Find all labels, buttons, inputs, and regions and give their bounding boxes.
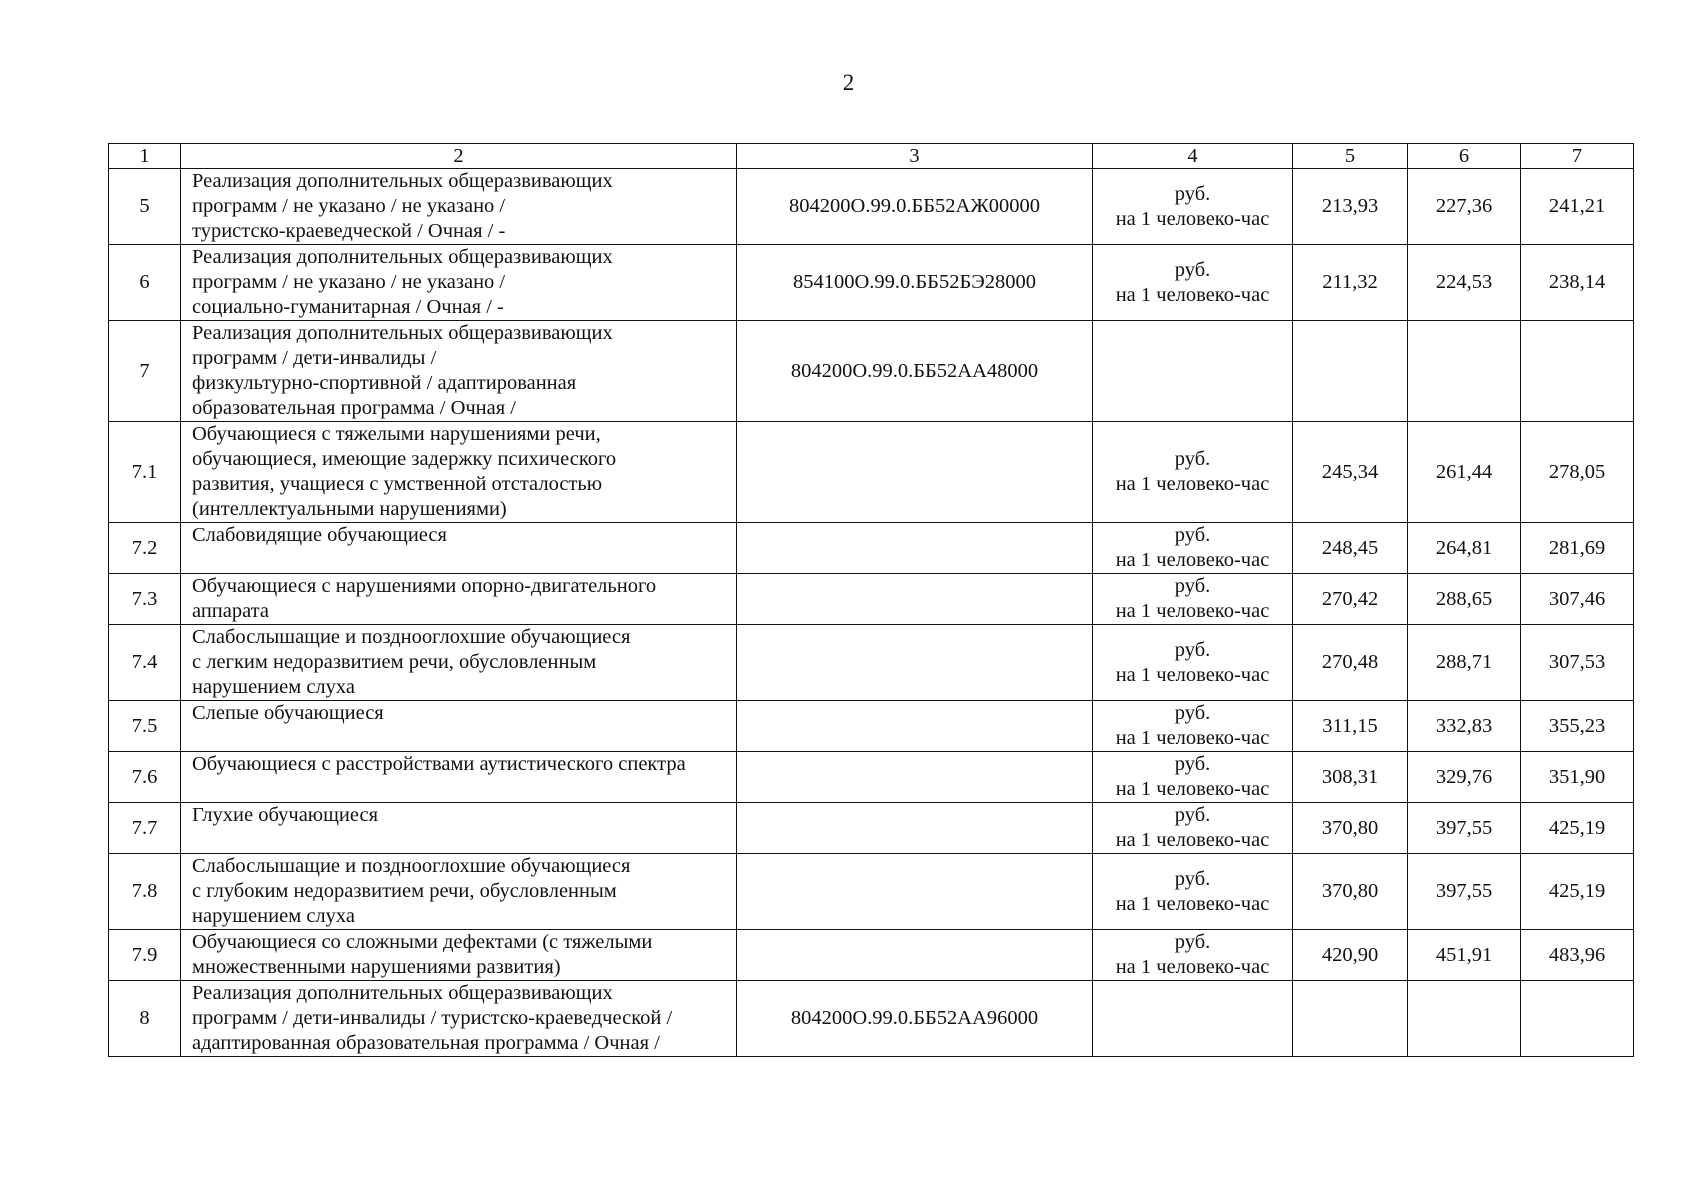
- description-cell: [181, 930, 737, 981]
- header-cell: 7: [1521, 144, 1634, 169]
- table-row: [109, 574, 1634, 625]
- header-cell: 6: [1408, 144, 1521, 169]
- registry-code-cell: [737, 930, 1093, 981]
- unit-cell: [1093, 625, 1293, 701]
- value-cell-col5: 245,34: [1293, 422, 1408, 523]
- unit-cell: [1093, 169, 1293, 245]
- description-line: Слабовидящие обучающиеся: [192, 524, 447, 546]
- unit-cell: [1093, 930, 1293, 981]
- registry-code-cell: [737, 803, 1093, 854]
- unit-line: руб.: [1174, 575, 1211, 597]
- description-line: Глухие обучающиеся: [192, 804, 379, 826]
- value-cell-col6: 224,53: [1408, 245, 1521, 321]
- registry-code-cell: 854100О.99.0.ББ52БЭ28000: [737, 245, 1093, 321]
- description-line: развития, учащиеся с умственной отсталостью: [192, 473, 603, 495]
- description-line: физкультурно-спортивной / адаптированная: [192, 372, 577, 394]
- tariff-table: [108, 143, 1634, 1057]
- unit-line: руб.: [1174, 182, 1211, 205]
- description-cell: [181, 523, 737, 574]
- description-line: социально-гуманитарная / Очная / -: [192, 296, 504, 318]
- header-cell: 1: [109, 144, 181, 169]
- unit-cell: [1093, 701, 1293, 752]
- unit-line: на 1 человеко-час: [1115, 727, 1270, 749]
- description-line: множественными нарушениями развития): [192, 956, 561, 978]
- unit-line: на 1 человеко-час: [1115, 892, 1270, 915]
- description-line: Обучающиеся с расстройствами аутистического спектра: [192, 753, 686, 775]
- unit-line: на 1 человеко-час: [1115, 600, 1270, 622]
- row-number-cell: 7.8: [109, 854, 181, 930]
- value-cell-col7: 425,19: [1521, 854, 1634, 930]
- row-number-cell: 7.5: [109, 701, 181, 752]
- table-row: [109, 625, 1634, 701]
- description-line: Реализация дополнительных общеразвивающих: [192, 322, 613, 344]
- description-line: Обучающиеся с нарушениями опорно-двигательного: [192, 575, 657, 597]
- unit-line: на 1 человеко-час: [1115, 778, 1270, 800]
- unit-line: на 1 человеко-час: [1115, 956, 1270, 978]
- unit-line: руб.: [1174, 258, 1211, 281]
- value-cell-col7: 355,23: [1521, 701, 1634, 752]
- row-number-cell: 6: [109, 245, 181, 321]
- unit-line: руб.: [1174, 524, 1211, 546]
- description-cell: [181, 701, 737, 752]
- value-cell-col5: [1293, 321, 1408, 422]
- description-line: Обучающиеся со сложными дефектами (с тяжелыми: [192, 931, 653, 953]
- table-row: [109, 169, 1634, 245]
- unit-cell: [1093, 321, 1293, 422]
- description-line: Слепые обучающиеся: [192, 702, 384, 724]
- description-line: туристско-краеведческой / Очная / -: [192, 220, 506, 242]
- description-cell: [181, 245, 737, 321]
- value-cell-col7: 278,05: [1521, 422, 1634, 523]
- row-number-cell: 7.1: [109, 422, 181, 523]
- description-cell: [181, 981, 737, 1057]
- description-line: обучающиеся, имеющие задержку психического: [192, 448, 617, 470]
- table-row: [109, 321, 1634, 422]
- unit-line: руб.: [1174, 931, 1211, 953]
- value-cell-col7: 241,21: [1521, 169, 1634, 245]
- value-cell-col6: 264,81: [1408, 523, 1521, 574]
- value-cell-col6: 397,55: [1408, 803, 1521, 854]
- value-cell-col6: [1408, 981, 1521, 1057]
- value-cell-col5: 211,32: [1293, 245, 1408, 321]
- value-cell-col6: 288,65: [1408, 574, 1521, 625]
- value-cell-col6: 451,91: [1408, 930, 1521, 981]
- header-cell: 3: [737, 144, 1093, 169]
- table-row: [109, 245, 1634, 321]
- registry-code-cell: [737, 854, 1093, 930]
- registry-code-cell: [737, 625, 1093, 701]
- table-row: [109, 803, 1634, 854]
- description-line: Слабослышащие и позднооглохшие обучающиеся: [192, 855, 631, 877]
- registry-code-cell: 804200О.99.0.ББ52АА48000: [737, 321, 1093, 422]
- description-cell: [181, 574, 737, 625]
- unit-line: руб.: [1174, 867, 1211, 890]
- value-cell-col6: 332,83: [1408, 701, 1521, 752]
- value-cell-col5: 308,31: [1293, 752, 1408, 803]
- registry-code-cell: [737, 422, 1093, 523]
- description-line: Реализация дополнительных общеразвивающих: [192, 170, 613, 192]
- value-cell-col7: 483,96: [1521, 930, 1634, 981]
- row-number-cell: 8: [109, 981, 181, 1057]
- value-cell-col7: 351,90: [1521, 752, 1634, 803]
- value-cell-col6: 227,36: [1408, 169, 1521, 245]
- page-number: 2: [842, 70, 855, 95]
- unit-cell: [1093, 574, 1293, 625]
- registry-code-cell: 804200О.99.0.ББ52АА96000: [737, 981, 1093, 1057]
- value-cell-col6: 397,55: [1408, 854, 1521, 930]
- table-body: [109, 144, 1634, 1057]
- table-row: [109, 701, 1634, 752]
- description-cell: [181, 752, 737, 803]
- value-cell-col5: 213,93: [1293, 169, 1408, 245]
- value-cell-col6: 329,76: [1408, 752, 1521, 803]
- unit-cell: [1093, 245, 1293, 321]
- unit-cell: [1093, 752, 1293, 803]
- description-cell: [181, 625, 737, 701]
- value-cell-col6: 261,44: [1408, 422, 1521, 523]
- description-line: программ / дети-инвалиды /: [192, 347, 437, 369]
- table-row: [109, 523, 1634, 574]
- description-line: Реализация дополнительных общеразвивающих: [192, 982, 613, 1004]
- description-line: с глубоким недоразвитием речи, обусловленным: [192, 880, 617, 902]
- header-cell: 2: [181, 144, 737, 169]
- row-number-cell: 7.7: [109, 803, 181, 854]
- unit-cell: [1093, 803, 1293, 854]
- description-cell: [181, 422, 737, 523]
- registry-code-cell: [737, 574, 1093, 625]
- value-cell-col7: 425,19: [1521, 803, 1634, 854]
- table-row: [109, 930, 1634, 981]
- unit-line: руб.: [1174, 638, 1211, 661]
- description-line: Обучающиеся с тяжелыми нарушениями речи,: [192, 423, 601, 445]
- unit-line: на 1 человеко-час: [1115, 207, 1270, 230]
- row-number-cell: 7.4: [109, 625, 181, 701]
- unit-cell: [1093, 422, 1293, 523]
- header-cell: 5: [1293, 144, 1408, 169]
- description-cell: [181, 803, 737, 854]
- value-cell-col5: 270,48: [1293, 625, 1408, 701]
- description-cell: [181, 321, 737, 422]
- value-cell-col7: 307,46: [1521, 574, 1634, 625]
- value-cell-col6: 288,71: [1408, 625, 1521, 701]
- description-line: нарушением слуха: [192, 905, 355, 927]
- description-cell: [181, 854, 737, 930]
- unit-cell: [1093, 523, 1293, 574]
- registry-code-cell: 804200О.99.0.ББ52АЖ00000: [737, 169, 1093, 245]
- unit-line: руб.: [1174, 702, 1211, 724]
- unit-line: на 1 человеко-час: [1115, 663, 1270, 686]
- unit-line: руб.: [1174, 753, 1211, 775]
- value-cell-col5: 311,15: [1293, 701, 1408, 752]
- unit-line: на 1 человеко-час: [1115, 549, 1270, 571]
- description-line: программ / не указано / не указано /: [192, 195, 506, 217]
- row-number-cell: 7.6: [109, 752, 181, 803]
- value-cell-col7: [1521, 981, 1634, 1057]
- unit-cell: [1093, 981, 1293, 1057]
- unit-line: руб.: [1174, 804, 1211, 826]
- registry-code-cell: [737, 701, 1093, 752]
- value-cell-col7: 238,14: [1521, 245, 1634, 321]
- row-number-cell: 5: [109, 169, 181, 245]
- description-line: адаптированная образовательная программа / Очная /: [192, 1032, 660, 1054]
- description-line: (интеллектуальными нарушениями): [192, 498, 507, 520]
- description-cell: [181, 169, 737, 245]
- header-cell: 4: [1093, 144, 1293, 169]
- table-row: [109, 981, 1634, 1057]
- row-number-cell: 7.3: [109, 574, 181, 625]
- registry-code-cell: [737, 523, 1093, 574]
- description-line: программ / дети-инвалиды / туристско-краеведческой /: [192, 1007, 673, 1029]
- value-cell-col5: 420,90: [1293, 930, 1408, 981]
- row-number-cell: 7.2: [109, 523, 181, 574]
- description-line: с легким недоразвитием речи, обусловленным: [192, 651, 597, 673]
- value-cell-col5: 370,80: [1293, 854, 1408, 930]
- table-header-row: [109, 144, 1634, 169]
- unit-line: руб.: [1174, 448, 1211, 470]
- value-cell-col5: 248,45: [1293, 523, 1408, 574]
- description-line: программ / не указано / не указано /: [192, 271, 506, 293]
- value-cell-col7: [1521, 321, 1634, 422]
- value-cell-col5: [1293, 981, 1408, 1057]
- unit-line: на 1 человеко-час: [1115, 473, 1270, 495]
- description-line: Реализация дополнительных общеразвивающих: [192, 246, 613, 268]
- description-line: аппарата: [192, 600, 269, 622]
- row-number-cell: 7.9: [109, 930, 181, 981]
- description-line: нарушением слуха: [192, 676, 355, 698]
- table-row: [109, 752, 1634, 803]
- unit-line: на 1 человеко-час: [1115, 829, 1270, 851]
- value-cell-col7: 281,69: [1521, 523, 1634, 574]
- row-number-cell: 7: [109, 321, 181, 422]
- table-row: [109, 422, 1634, 523]
- description-line: образовательная программа / Очная /: [192, 397, 517, 419]
- unit-cell: [1093, 854, 1293, 930]
- value-cell-col6: [1408, 321, 1521, 422]
- unit-line: на 1 человеко-час: [1115, 283, 1270, 306]
- table-row: [109, 854, 1634, 930]
- value-cell-col5: 270,42: [1293, 574, 1408, 625]
- value-cell-col7: 307,53: [1521, 625, 1634, 701]
- description-line: Слабослышащие и позднооглохшие обучающиеся: [192, 626, 631, 648]
- registry-code-cell: [737, 752, 1093, 803]
- value-cell-col5: 370,80: [1293, 803, 1408, 854]
